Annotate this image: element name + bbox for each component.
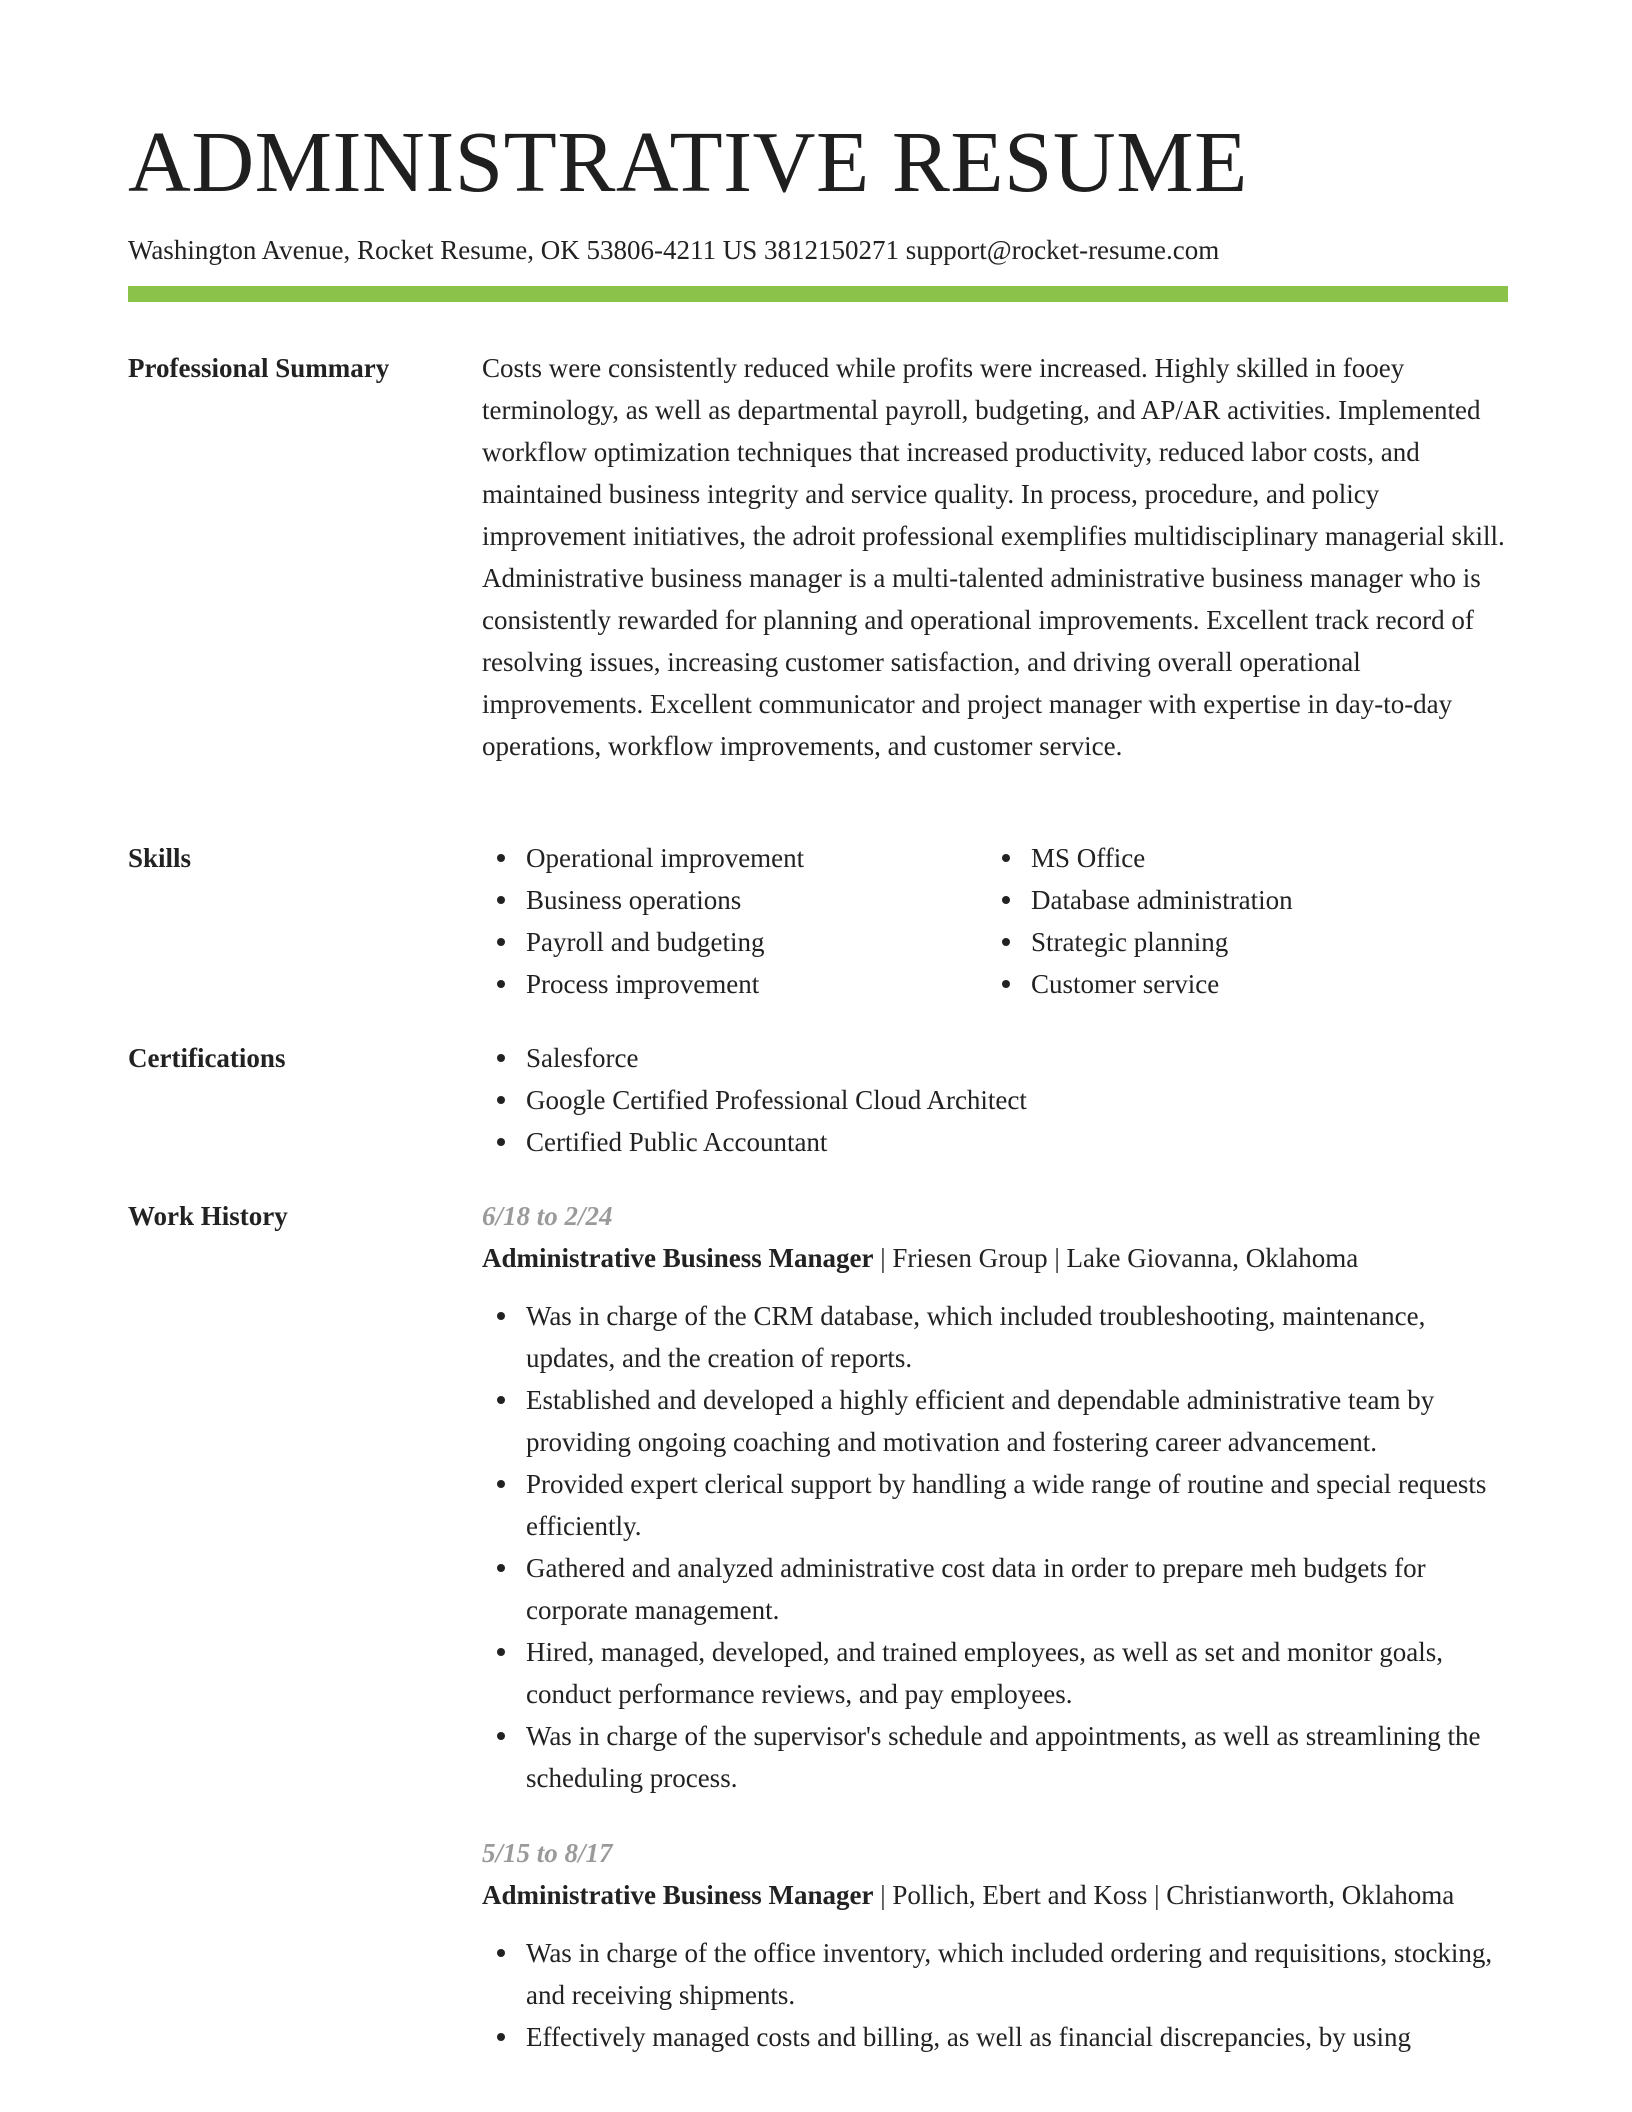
skill-item: Process improvement	[482, 963, 987, 1005]
accent-divider	[128, 286, 1508, 302]
skills-body	[482, 837, 1512, 1005]
job-entry	[482, 1195, 1512, 1799]
contact-line: Washington Avenue, Rocket Resume, OK 53806-4211 US 3812150271 support@rocket-resume.com	[128, 235, 1220, 265]
skill-item: Operational improvement	[482, 837, 987, 879]
job-details: | Pollich, Ebert and Koss | Christianworth, Oklahoma	[873, 1880, 1455, 1910]
skill-item: Business operations	[482, 879, 987, 921]
skills-grid	[482, 837, 1512, 1005]
job-bullet: Established and developed a highly efficient and dependable administrative team by providing ongoing coaching and motivation and fostering career advancement.	[482, 1379, 1512, 1463]
job-bullet: Hired, managed, developed, and trained employees, as well as set and monitor goals, conduct performance reviews, and pay employees.	[482, 1631, 1512, 1715]
job-heading	[482, 1237, 1512, 1279]
skill-item: Payroll and budgeting	[482, 921, 987, 963]
certification-item: Certified Public Accountant	[482, 1121, 1512, 1163]
job-bullets	[482, 1295, 1512, 1799]
skills-column-1	[482, 837, 987, 1005]
summary-body	[482, 347, 1512, 767]
job-bullet: Provided expert clerical support by handling a wide range of routine and special requests efficiently.	[482, 1463, 1512, 1547]
job-bullet: Effectively managed costs and billing, as well as financial discrepancies, by using	[482, 2016, 1512, 2058]
job-heading	[482, 1874, 1512, 1916]
skills-column-2	[987, 837, 1492, 1005]
certification-item: Google Certified Professional Cloud Architect	[482, 1079, 1512, 1121]
certifications-body	[482, 1037, 1512, 1163]
job-bullet: Was in charge of the supervisor's schedule and appointments, as well as streamlining the scheduling process.	[482, 1715, 1512, 1799]
job-dates: 6/18 to 2/24	[482, 1201, 613, 1231]
summary-text: Costs were consistently reduced while profits were increased. Highly skilled in fooey terminology, as well as departmental payroll, budgeting, and AP/AR activities. Implemented workflow optimization techniques that increased productivity, reduced labor costs, and maintained business integrity and service quality. In process, procedure, and policy improvement initiatives, the adroit professional exemplifies multidisciplinary managerial skill. Administrative business manager is a multi-talented administrative business manager who is consistently rewarded for planning and operational improvements. Excellent track record of resolving issues, increasing customer satisfaction, and driving overall operational improvements. Excellent communicator and project manager with expertise in day-to-day operations, workflow improvements, and customer service.	[482, 353, 1505, 761]
job-details: | Friesen Group | Lake Giovanna, Oklahoma	[873, 1243, 1359, 1273]
job-dates: 5/15 to 8/17	[482, 1838, 613, 1868]
job-title: Administrative Business Manager	[482, 1243, 874, 1273]
job-bullet: Gathered and analyzed administrative cost data in order to prepare meh budgets for corporate management.	[482, 1547, 1512, 1631]
certification-item: Salesforce	[482, 1037, 1512, 1079]
job-title: Administrative Business Manager	[482, 1880, 874, 1910]
job-bullets	[482, 1932, 1512, 2058]
section-label-summary: Professional Summary	[128, 353, 390, 383]
resume-title: ADMINISTRATIVE RESUME	[128, 113, 1248, 210]
job-bullet: Was in charge of the office inventory, which included ordering and requisitions, stocking, and receiving shipments.	[482, 1932, 1512, 2016]
skill-item: Customer service	[987, 963, 1492, 1005]
work-history-body	[482, 1195, 1512, 2058]
job-bullet: Was in charge of the CRM database, which included troubleshooting, maintenance, updates, and the creation of reports.	[482, 1295, 1512, 1379]
section-label-work-history: Work History	[128, 1201, 288, 1231]
section-label-certifications: Certifications	[128, 1043, 286, 1073]
certifications-list	[482, 1037, 1512, 1163]
skill-item: MS Office	[987, 837, 1492, 879]
skill-item: Database administration	[987, 879, 1492, 921]
job-entry	[482, 1832, 1512, 2058]
section-label-skills: Skills	[128, 843, 192, 873]
skill-item: Strategic planning	[987, 921, 1492, 963]
